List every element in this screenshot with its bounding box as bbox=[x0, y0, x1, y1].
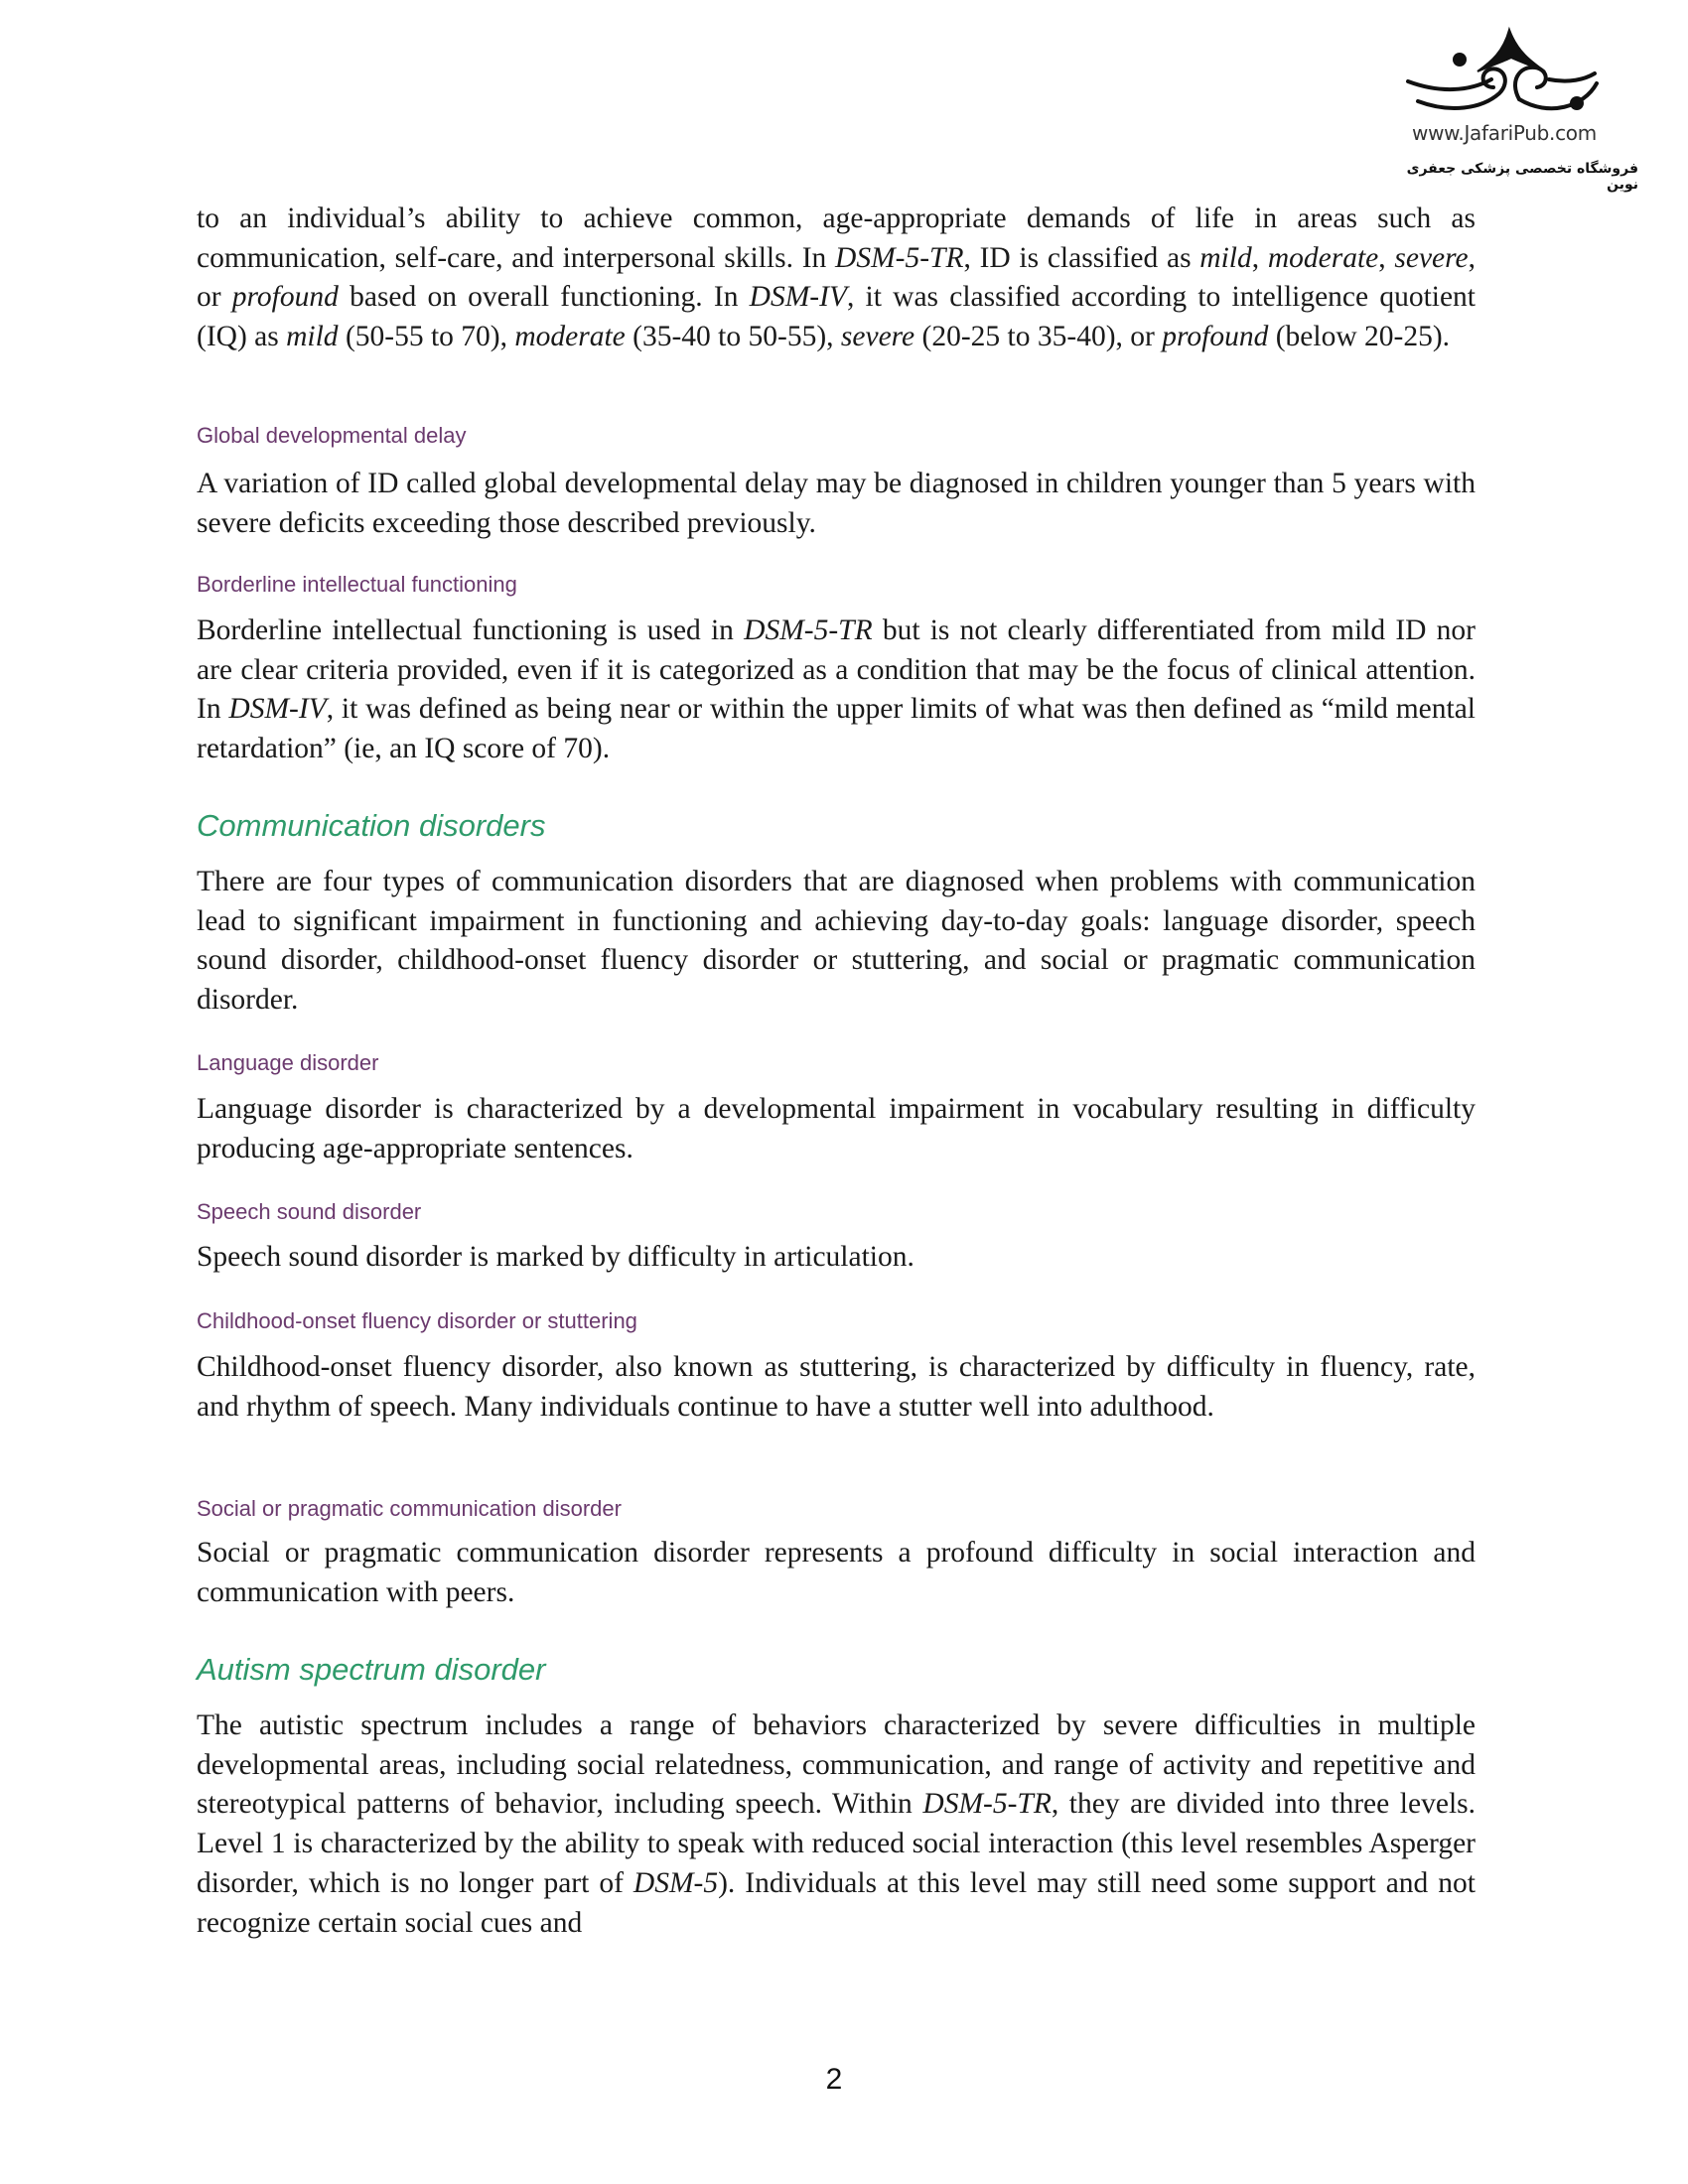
italic-term: DSM-5-TR bbox=[835, 241, 964, 274]
italic-term: DSM-IV bbox=[228, 693, 327, 726]
section-heading-communication-disorders bbox=[197, 808, 1476, 844]
paragraph-text: Childhood-onset fluency disorder, also known as stuttering, is characterized by difficulty in fluency, rate, and rhythm of speech. Many individuals continue to have a stutter well into adulthood. bbox=[197, 1351, 1476, 1423]
paragraph-social-pragmatic bbox=[197, 1534, 1476, 1612]
text-run: ). Individuals at this level may still need some support and not recognize certain social cues and bbox=[197, 1866, 1476, 1939]
text-run: (20-25 to 35-40), or bbox=[914, 321, 1163, 353]
subheading-borderline bbox=[197, 571, 1476, 599]
paragraph-autism bbox=[197, 1706, 1476, 1943]
publisher-logo bbox=[1395, 22, 1643, 191]
subheading-fluency-disorder bbox=[197, 1307, 1476, 1335]
text-run: (35-40 to 50-55), bbox=[625, 321, 841, 353]
paragraph-text: There are four types of communication disorders that are diagnosed when problems with communication lead to significant impairment in functioning and achieving day-to-day goals: language disorder, speech sound disorder, childhood-onset fluency disorder or stuttering, and social or pragmatic communication disorder. bbox=[197, 866, 1476, 1017]
text-run: The autistic spectrum includes a range of behaviors characterized by severe difficulties in multiple developmental areas, including social relatedness, communication, and range of activity and repetitive and stereotypical patterns of behavior, including speech. Within bbox=[197, 1709, 1476, 1821]
italic-term: severe bbox=[1394, 241, 1469, 274]
calligraphy-logo-icon bbox=[1400, 22, 1609, 121]
text-run: , it was classified according to intelligence quotient (IQ) as bbox=[197, 281, 1477, 353]
subheading-social-pragmatic bbox=[197, 1495, 1476, 1523]
section-heading-text: Autism spectrum disorder bbox=[197, 1652, 546, 1687]
subheading-text: Speech sound disorder bbox=[197, 1199, 422, 1224]
italic-term: moderate bbox=[514, 321, 626, 353]
subheading-global-developmental-delay bbox=[197, 422, 1476, 450]
text-run: (50-55 to 70), bbox=[338, 321, 515, 353]
text-run: Borderline intellectual functioning is used in bbox=[197, 614, 745, 646]
subheading-language-disorder bbox=[197, 1049, 1476, 1077]
section-heading-text: Communication disorders bbox=[197, 808, 546, 843]
subheading-text: Childhood-onset fluency disorder or stuttering bbox=[197, 1308, 637, 1333]
paragraph-global-developmental-delay bbox=[197, 465, 1476, 543]
paragraph-communication-disorders bbox=[197, 863, 1476, 1021]
italic-term: DSM-5-TR bbox=[922, 1788, 1052, 1821]
text-run: based on overall functioning. In bbox=[338, 281, 750, 314]
italic-term: severe bbox=[840, 321, 915, 353]
subheading-text: Social or pragmatic communication disorder bbox=[197, 1496, 622, 1521]
text-run: , ID is classified as bbox=[963, 241, 1200, 274]
paragraph-text: Speech sound disorder is marked by difficulty in articulation. bbox=[197, 1241, 914, 1273]
text-run: to an individual’s ability to achieve common, age-appropriate demands of life in areas such as communication, self-care, and interpersonal skills. In bbox=[197, 203, 1476, 274]
paragraph-text: A variation of ID called global developmental delay may be diagnosed in children younger than 5 years with severe deficits exceeding those described previously. bbox=[197, 468, 1476, 539]
paragraph-text: Language disorder is characterized by a developmental impairment in vocabulary resulting in difficulty producing age-appropriate sentences. bbox=[197, 1093, 1476, 1164]
text-run: , bbox=[1378, 241, 1395, 274]
italic-term: mild bbox=[286, 321, 339, 353]
text-run: but is not clearly differentiated from mild ID nor are clear criteria provided, even if it is categorized as a condition that may be the focus of clinical attention. In bbox=[197, 614, 1477, 726]
italic-term: DSM-5 bbox=[633, 1866, 719, 1899]
section-heading-autism bbox=[197, 1652, 1476, 1688]
italic-term: DSM-5-TR bbox=[744, 614, 873, 646]
paragraph-speech-sound-disorder bbox=[197, 1238, 1476, 1278]
publisher-tagline: فروشگاه تخصصی پزشکی جعفری نوین bbox=[1406, 161, 1638, 193]
subheading-text: Language disorder bbox=[197, 1050, 379, 1075]
paragraph-text bbox=[197, 1706, 1476, 1943]
italic-term: DSM-IV bbox=[749, 281, 847, 314]
paragraph-borderline bbox=[197, 612, 1476, 769]
paragraph-text: Social or pragmatic communication disorder represents a profound difficulty in social interaction and communication with peers. bbox=[197, 1537, 1476, 1608]
paragraph-language-disorder bbox=[197, 1090, 1476, 1168]
text-run: , they are divided into three levels. Level 1 is characterized by the ability to speak with reduced social interaction (this level resembles Asperger disorder, which is no longer part of bbox=[197, 1788, 1476, 1899]
italic-term: moderate bbox=[1267, 241, 1379, 274]
text-run: , it was defined as being near or within the upper limits of what was then defined as “mild mental retardation” (ie, an IQ score of 70). bbox=[197, 693, 1477, 765]
italic-term: profound bbox=[1162, 321, 1269, 353]
subheading-text: Borderline intellectual functioning bbox=[197, 572, 517, 597]
paragraph-fluency-disorder bbox=[197, 1348, 1476, 1427]
paragraph-text bbox=[197, 200, 1476, 357]
subheading-text: Global developmental delay bbox=[197, 423, 467, 448]
italic-term: mild bbox=[1199, 241, 1252, 274]
italic-term: profound bbox=[231, 281, 339, 314]
subheading-speech-sound-disorder bbox=[197, 1198, 1476, 1226]
paragraph-intro bbox=[197, 200, 1476, 357]
text-run: (below 20-25). bbox=[1268, 321, 1451, 353]
text-run: , or bbox=[197, 241, 1477, 314]
publisher-url: www.JafariPub.com bbox=[1412, 121, 1597, 145]
page-number: 2 bbox=[825, 2063, 843, 2096]
paragraph-text bbox=[197, 612, 1476, 769]
text-run: , bbox=[1251, 241, 1268, 274]
